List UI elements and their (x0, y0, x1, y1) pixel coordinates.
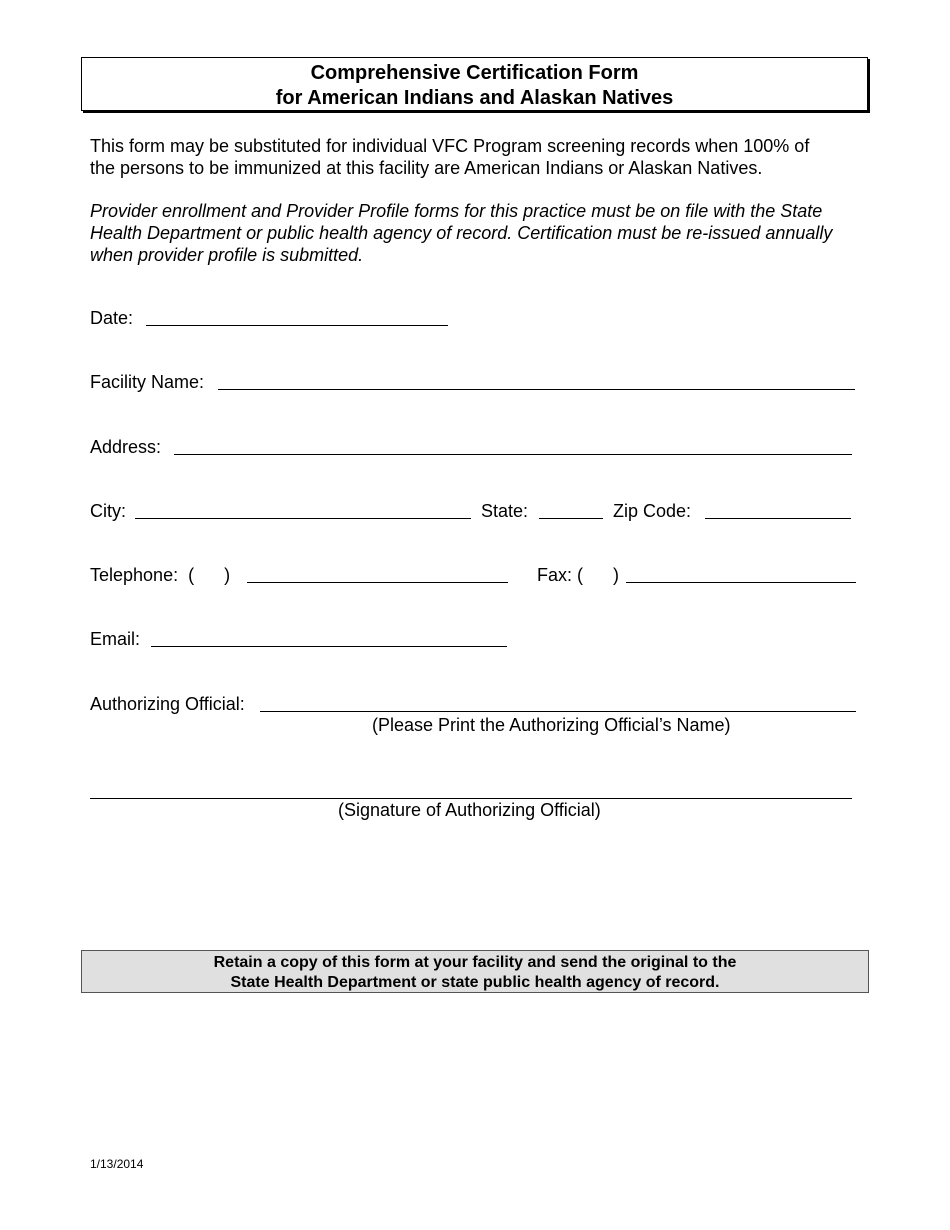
note-line-1: Provider enrollment and Provider Profile forms for this practice must be on file with the State (90, 201, 823, 221)
signature-caption: (Signature of Authorizing Official) (338, 800, 601, 820)
city-field[interactable] (135, 518, 471, 519)
revision-date: 1/13/2014 (90, 1157, 144, 1171)
zip-code-field[interactable] (705, 518, 851, 519)
intro-line-1: This form may be substituted for individual VFC Program screening records when 100% of (90, 136, 810, 156)
email-label: Email: (90, 629, 141, 649)
intro-paragraph (90, 135, 880, 179)
fax-label: Fax: ( ) (537, 565, 620, 585)
fax-field[interactable] (626, 582, 856, 583)
zip-code-label: Zip Code: (613, 501, 692, 521)
facility-name-label: Facility Name: (90, 372, 205, 392)
authorizing-official-label: Authorizing Official: (90, 694, 245, 714)
telephone-label: Telephone: ( ) (90, 565, 231, 585)
date-field[interactable] (146, 325, 448, 326)
address-row (90, 436, 860, 460)
city-state-zip-row (90, 500, 860, 524)
phone-fax-row (90, 564, 860, 588)
notice-line-1: Retain a copy of this form at your facility and send the original to the (213, 954, 737, 971)
city-label: City: (90, 501, 126, 521)
email-row (90, 628, 520, 652)
facility-row (90, 371, 860, 395)
provider-note (90, 200, 880, 266)
telephone-field[interactable] (247, 582, 508, 583)
facility-name-field[interactable] (218, 389, 855, 390)
note-line-2: Health Department or public health agency of record. Certification must be re-issued annually (90, 223, 833, 243)
address-field[interactable] (174, 454, 852, 455)
note-line-3: when provider profile is submitted. (90, 245, 364, 265)
date-row (90, 307, 490, 331)
notice-line-2: State Health Department or state public health agency of record. (230, 974, 720, 991)
state-label: State: (481, 501, 529, 521)
authorizing-official-field[interactable] (260, 711, 856, 712)
form-title (81, 57, 868, 111)
date-label: Date: (90, 308, 134, 328)
intro-line-2: the persons to be immunized at this facility are American Indians or Alaskan Natives. (90, 158, 763, 178)
form-title-line-1: Comprehensive Certification Form (310, 62, 639, 84)
state-field[interactable] (539, 518, 603, 519)
form-title-line-2: for American Indians and Alaskan Natives (275, 87, 674, 109)
retain-copy-notice (81, 950, 869, 993)
address-label: Address: (90, 437, 162, 457)
official-name-caption: (Please Print the Authorizing Official’s Name) (372, 715, 731, 735)
email-field[interactable] (151, 646, 507, 647)
